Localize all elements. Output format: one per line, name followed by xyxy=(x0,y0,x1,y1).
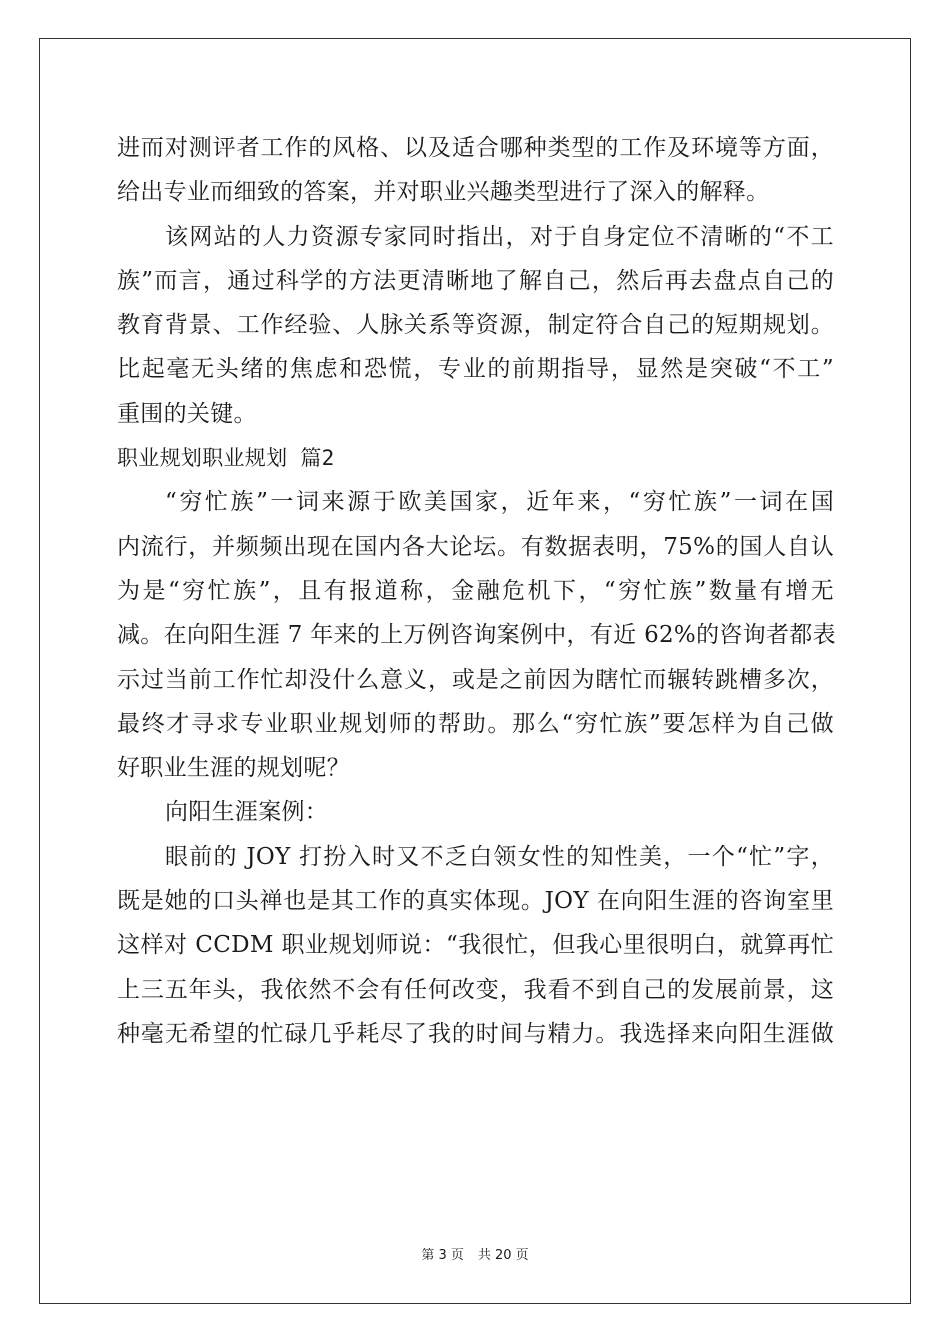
text-line: 族”而言，通过科学的方法更清晰地了解自己，然后再去盘点自己的 xyxy=(117,267,834,294)
text-line: 给出专业而细致的答案，并对职业兴趣类型进行了深入的解释。 xyxy=(117,179,770,206)
text-line: 向阳生涯案例： xyxy=(165,799,329,826)
text-line: 比起毫无头绪的焦虑和恐慌，专业的前期指导，显然是突破“不工” xyxy=(117,356,834,383)
text-line: 教育背景、工作经验、人脉关系等资源，制定符合自己的短期规划。 xyxy=(117,312,834,339)
text-line: 减。在向阳生涯 7 年来的上万例咨询案例中，有近 62%的咨询者都表 xyxy=(117,622,836,649)
text-line: 为是“穷忙族”，且有报道称，金融危机下，“穷忙族”数量有增无 xyxy=(117,577,834,604)
text-line: 既是她的口头禅也是其工作的真实体现。JOY 在向阳生涯的咨询室里 xyxy=(117,888,834,915)
text-line: 进而对测评者工作的风格、以及适合哪种类型的工作及环境等方面， xyxy=(117,135,834,161)
text-line: 最终才寻求专业职业规划师的帮助。那么“穷忙族”要怎样为自己做 xyxy=(117,710,834,737)
page-number: 第 3 页 xyxy=(421,1248,464,1263)
text-line: 好职业生涯的规划呢？ xyxy=(117,755,350,782)
text-line: 重围的关键。 xyxy=(117,400,257,427)
text-line: 该网站的人力资源专家同时指出，对于自身定位不清晰的“不工 xyxy=(165,223,834,250)
text-line: 上三五年头，我依然不会有任何改变，我看不到自己的发展前景，这 xyxy=(117,976,834,1003)
text-line: 这样对 CCDM 职业规划师说：“我很忙，但我心里很明白，就算再忙 xyxy=(117,932,834,959)
document-body xyxy=(117,126,834,1056)
page-footer xyxy=(0,1244,950,1263)
text-line: 示过当前工作忙却没什么意义，或是之前因为瞎忙而辗转跳槽多次， xyxy=(117,666,834,693)
page-total: 共 20 页 xyxy=(477,1248,529,1263)
section-heading: 职业规划职业规划 篇2 xyxy=(117,446,335,471)
text-line: 内流行，并频频出现在国内各大论坛。有数据表明，75%的国人自认 xyxy=(117,533,834,560)
text-line: 种毫无希望的忙碌几乎耗尽了我的时间与精力。我选择来向阳生涯做 xyxy=(117,1020,834,1047)
text-line: 眼前的 JOY 打扮入时又不乏白领女性的知性美，一个“忙”字， xyxy=(165,843,834,870)
text-line: “穷忙族”一词来源于欧美国家，近年来，“穷忙族”一词在国 xyxy=(165,489,834,516)
